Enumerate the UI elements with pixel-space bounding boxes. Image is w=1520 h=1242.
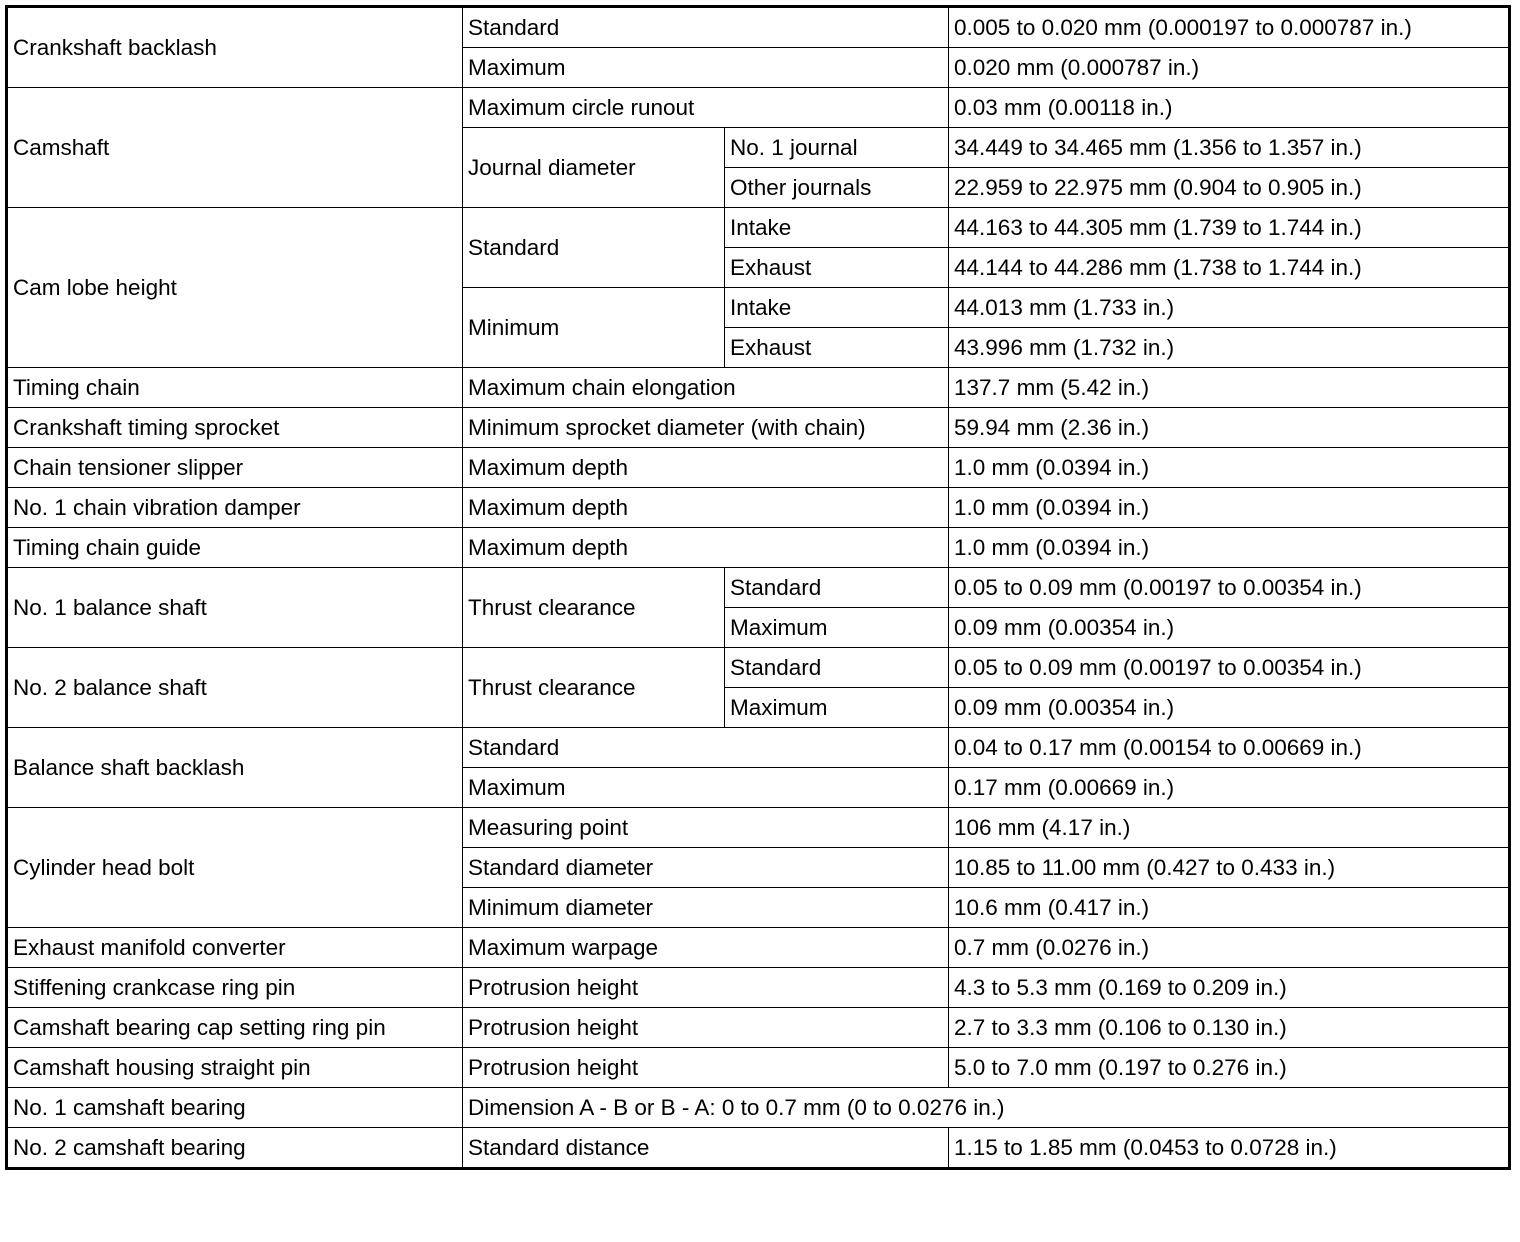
detail-cell: Maximum — [725, 688, 949, 728]
component-cell: Timing chain — [7, 368, 463, 408]
item-cell: Journal diameter — [463, 128, 725, 208]
item-cell: Maximum — [463, 768, 949, 808]
detail-cell: Maximum — [725, 608, 949, 648]
component-cell: Exhaust manifold converter — [7, 928, 463, 968]
item-cell: Standard diameter — [463, 848, 949, 888]
component-cell: No. 1 camshaft bearing — [7, 1088, 463, 1128]
component-cell: Camshaft — [7, 88, 463, 208]
value-cell: 10.85 to 11.00 mm (0.427 to 0.433 in.) — [949, 848, 1510, 888]
table-row — [7, 968, 1510, 1008]
item-cell: Standard — [463, 728, 949, 768]
table-row — [7, 7, 1510, 48]
detail-cell: Exhaust — [725, 328, 949, 368]
value-cell: 0.09 mm (0.00354 in.) — [949, 608, 1510, 648]
item-cell: Maximum circle runout — [463, 88, 949, 128]
table-row — [7, 928, 1510, 968]
component-cell: Crankshaft timing sprocket — [7, 408, 463, 448]
table-row — [7, 1088, 1510, 1128]
table-row — [7, 368, 1510, 408]
table-row — [7, 448, 1510, 488]
component-cell: Timing chain guide — [7, 528, 463, 568]
table-row — [7, 648, 1510, 688]
table-row — [7, 408, 1510, 448]
value-cell: 34.449 to 34.465 mm (1.356 to 1.357 in.) — [949, 128, 1510, 168]
value-cell: 1.0 mm (0.0394 in.) — [949, 528, 1510, 568]
item-cell: Standard — [463, 208, 725, 288]
value-cell: 0.09 mm (0.00354 in.) — [949, 688, 1510, 728]
component-cell: No. 1 balance shaft — [7, 568, 463, 648]
table-row — [7, 488, 1510, 528]
value-cell: 0.05 to 0.09 mm (0.00197 to 0.00354 in.) — [949, 568, 1510, 608]
item-cell: Thrust clearance — [463, 568, 725, 648]
value-cell: 1.0 mm (0.0394 in.) — [949, 488, 1510, 528]
value-cell: 2.7 to 3.3 mm (0.106 to 0.130 in.) — [949, 1008, 1510, 1048]
item-cell: Minimum diameter — [463, 888, 949, 928]
table-row — [7, 208, 1510, 248]
value-cell: 1.15 to 1.85 mm (0.0453 to 0.0728 in.) — [949, 1128, 1510, 1169]
detail-cell: Other journals — [725, 168, 949, 208]
value-cell: 10.6 mm (0.417 in.) — [949, 888, 1510, 928]
item-cell: Maximum depth — [463, 448, 949, 488]
specification-table — [5, 5, 1511, 1170]
component-cell: Camshaft housing straight pin — [7, 1048, 463, 1088]
detail-cell: Standard — [725, 648, 949, 688]
item-cell: Thrust clearance — [463, 648, 725, 728]
value-cell: 0.020 mm (0.000787 in.) — [949, 48, 1510, 88]
value-cell: 137.7 mm (5.42 in.) — [949, 368, 1510, 408]
value-cell: 0.05 to 0.09 mm (0.00197 to 0.00354 in.) — [949, 648, 1510, 688]
item-cell: Maximum — [463, 48, 949, 88]
value-cell: 0.17 mm (0.00669 in.) — [949, 768, 1510, 808]
value-cell: 0.7 mm (0.0276 in.) — [949, 928, 1510, 968]
detail-cell: No. 1 journal — [725, 128, 949, 168]
item-cell: Minimum sprocket diameter (with chain) — [463, 408, 949, 448]
table-row — [7, 1128, 1510, 1169]
table-row — [7, 808, 1510, 848]
value-cell: 44.163 to 44.305 mm (1.739 to 1.744 in.) — [949, 208, 1510, 248]
item-cell: Maximum chain elongation — [463, 368, 949, 408]
item-cell: Maximum depth — [463, 528, 949, 568]
value-cell: 4.3 to 5.3 mm (0.169 to 0.209 in.) — [949, 968, 1510, 1008]
detail-cell: Intake — [725, 288, 949, 328]
value-cell: 44.013 mm (1.733 in.) — [949, 288, 1510, 328]
item-cell: Protrusion height — [463, 1008, 949, 1048]
component-cell: Crankshaft backlash — [7, 7, 463, 88]
value-cell: 22.959 to 22.975 mm (0.904 to 0.905 in.) — [949, 168, 1510, 208]
component-cell: Stiffening crankcase ring pin — [7, 968, 463, 1008]
component-cell: Camshaft bearing cap setting ring pin — [7, 1008, 463, 1048]
detail-cell: Exhaust — [725, 248, 949, 288]
table-row — [7, 88, 1510, 128]
value-cell: 43.996 mm (1.732 in.) — [949, 328, 1510, 368]
component-cell: No. 2 camshaft bearing — [7, 1128, 463, 1169]
value-cell: 1.0 mm (0.0394 in.) — [949, 448, 1510, 488]
table-row — [7, 528, 1510, 568]
item-cell: Standard — [463, 7, 949, 48]
value-cell: 0.005 to 0.020 mm (0.000197 to 0.000787 in.) — [949, 7, 1510, 48]
detail-cell: Standard — [725, 568, 949, 608]
value-cell: 106 mm (4.17 in.) — [949, 808, 1510, 848]
detail-cell: Intake — [725, 208, 949, 248]
value-cell: 5.0 to 7.0 mm (0.197 to 0.276 in.) — [949, 1048, 1510, 1088]
item-cell: Protrusion height — [463, 1048, 949, 1088]
component-cell: Chain tensioner slipper — [7, 448, 463, 488]
table-row — [7, 1048, 1510, 1088]
component-cell: Cam lobe height — [7, 208, 463, 368]
component-cell: No. 1 chain vibration damper — [7, 488, 463, 528]
value-cell: 0.04 to 0.17 mm (0.00154 to 0.00669 in.) — [949, 728, 1510, 768]
component-cell: No. 2 balance shaft — [7, 648, 463, 728]
component-cell: Balance shaft backlash — [7, 728, 463, 808]
item-cell: Standard distance — [463, 1128, 949, 1169]
component-cell: Cylinder head bolt — [7, 808, 463, 928]
table-row — [7, 1008, 1510, 1048]
table-row — [7, 568, 1510, 608]
item-cell: Protrusion height — [463, 968, 949, 1008]
value-cell: 0.03 mm (0.00118 in.) — [949, 88, 1510, 128]
value-cell: 44.144 to 44.286 mm (1.738 to 1.744 in.) — [949, 248, 1510, 288]
value-cell: 59.94 mm (2.36 in.) — [949, 408, 1510, 448]
item-cell: Minimum — [463, 288, 725, 368]
table-row — [7, 728, 1510, 768]
item-cell: Dimension A - B or B - A: 0 to 0.7 mm (0 to 0.0276 in.) — [463, 1088, 1510, 1128]
item-cell: Measuring point — [463, 808, 949, 848]
item-cell: Maximum warpage — [463, 928, 949, 968]
item-cell: Maximum depth — [463, 488, 949, 528]
